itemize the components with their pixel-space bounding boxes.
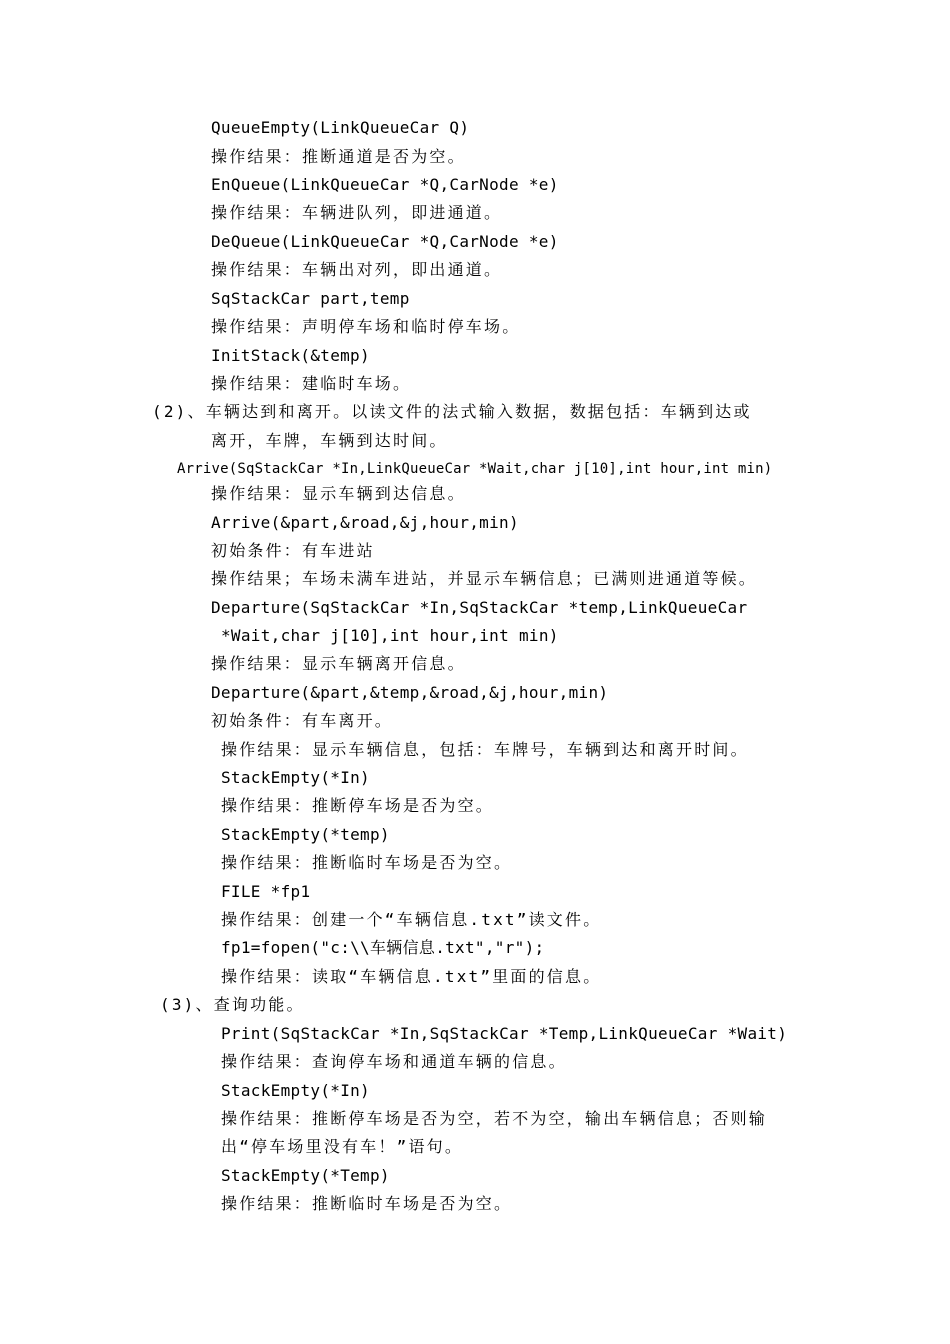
code-init-stack: InitStack(&temp) (211, 346, 370, 365)
section-heading-2: (2)、车辆达到和离开。以读文件的法式输入数据，数据包括：车辆到达或 (152, 402, 752, 421)
code-stack-empty-temp: StackEmpty(*temp) (221, 825, 390, 844)
code-enqueue: EnQueue(LinkQueueCar *Q,CarNode *e) (211, 175, 559, 194)
text-result-stack-empty-in: 操作结果：推断停车场是否为空。 (221, 796, 495, 815)
text-result-departure-call: 操作结果：显示车辆信息，包括：车牌号，车辆到达和离开时间。 (221, 740, 749, 759)
text-result-stack-empty-temp-2: 操作结果：推断临时车场是否为空。 (221, 1194, 513, 1213)
text-result-arrive: 操作结果：显示车辆到达信息。 (211, 484, 466, 503)
text-result-enqueue: 操作结果：车辆进队列，即进通道。 (211, 203, 503, 222)
code-stack-empty-in-2: StackEmpty(*In) (221, 1081, 370, 1100)
code-arrive-call: Arrive(&part,&road,&j,hour,min) (211, 513, 519, 532)
code-dequeue: DeQueue(LinkQueueCar *Q,CarNode *e) (211, 232, 559, 251)
text-result-print: 操作结果：查询停车场和通道车辆的信息。 (221, 1052, 567, 1071)
code-stack-empty-temp-2: StackEmpty(*Temp) (221, 1166, 390, 1185)
text-result-file-fp1: 操作结果：创建一个“车辆信息.txt”读文件。 (221, 910, 602, 929)
code-queue-empty: QueueEmpty(LinkQueueCar Q) (211, 118, 470, 137)
code-arrive-signature: Arrive(SqStackCar *In,LinkQueueCar *Wait,char j[10],int hour,int min) (177, 461, 773, 477)
text-condition-arrive: 初始条件：有车进站 (211, 541, 375, 560)
text-result-stack-empty-temp: 操作结果：推断临时车场是否为空。 (221, 853, 513, 872)
text-result-stack-empty-in-2: 操作结果：推断停车场是否为空，若不为空，输出车辆信息；否则输 (221, 1109, 768, 1128)
text-result-decl: 操作结果：声明停车场和临时停车场。 (211, 317, 521, 336)
code-departure-signature-cont: *Wait,char j[10],int hour,int min) (221, 626, 559, 645)
code-file-fp1: FILE *fp1 (221, 882, 311, 901)
text-result-dequeue: 操作结果：车辆出对列，即出通道。 (211, 260, 503, 279)
text-condition-departure: 初始条件：有车离开。 (211, 711, 394, 730)
code-print-signature: Print(SqStackCar *In,SqStackCar *Temp,LinkQueueCar *Wait) (221, 1024, 788, 1043)
text-result-fopen: 操作结果：读取“车辆信息.txt”里面的信息。 (221, 967, 602, 986)
code-stack-empty-in: StackEmpty(*In) (221, 768, 370, 787)
section-heading-2-cont: 离开，车牌，车辆到达时间。 (211, 431, 448, 450)
text-result-arrive-call: 操作结果；车场未满车进站，并显示车辆信息；已满则进通道等候。 (211, 569, 758, 588)
text-result-stack-empty-in-2-cont: 出“停车场里没有车！”语句。 (221, 1137, 464, 1156)
text-result-departure: 操作结果：显示车辆离开信息。 (211, 654, 466, 673)
code-sqstackcar-decl: SqStackCar part,temp (211, 289, 410, 308)
text-result-queue-empty: 操作结果：推断通道是否为空。 (211, 147, 466, 166)
section-heading-3: (3)、查询功能。 (160, 995, 305, 1014)
code-fopen: fp1=fopen("c:\\车辆信息.txt","r"); (221, 938, 545, 957)
text-result-init-stack: 操作结果：建临时车场。 (211, 374, 412, 393)
code-departure-signature: Departure(SqStackCar *In,SqStackCar *temp,LinkQueueCar (211, 598, 748, 617)
code-departure-call: Departure(&part,&temp,&road,&j,hour,min) (211, 683, 609, 702)
